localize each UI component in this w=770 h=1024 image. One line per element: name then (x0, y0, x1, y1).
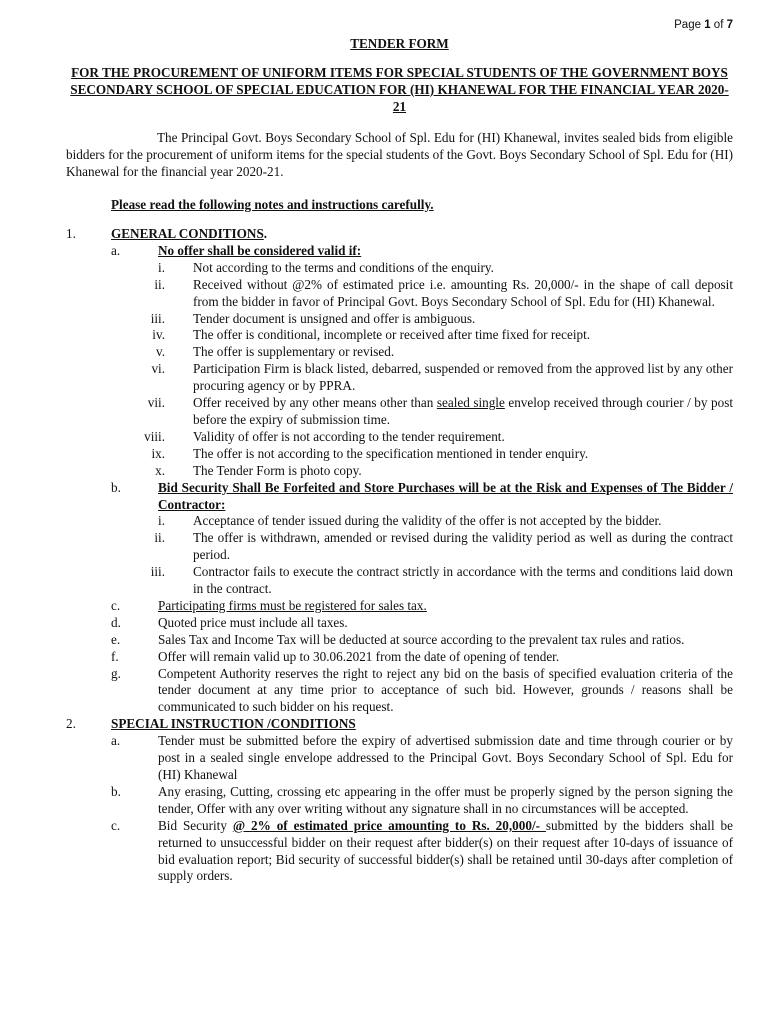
section-number: 1. (66, 226, 76, 242)
list-item: iv. The offer is conditional, incomplete or received after time fixed for receipt. (152, 327, 591, 343)
clause-label: b. (111, 479, 121, 495)
notes-heading: Please read the following notes and instructions carefully. (111, 197, 434, 213)
list-item: i. Not according to the terms and conditions of the enquiry. (158, 259, 494, 275)
page-of: of (713, 19, 724, 31)
list-item: v. The offer is supplementary or revised. (155, 344, 395, 360)
clause-1c: c. Participating firms must be registered for sales tax. (111, 597, 427, 613)
list-item: iii. Tender document is unsigned and offer is ambiguous. (150, 310, 476, 326)
document-title: TENDER FORM (350, 36, 449, 51)
clause-1a (66, 243, 733, 260)
clause-1b (66, 480, 733, 514)
list-item: ii. Received without @2% of estimated price i.e. amounting Rs. 20,000/- in the shape of call deposit from the bidder in favor of Principal Govt. Boys Secondary School of Spl. Edu for (HI) Khanewal. (154, 276, 733, 309)
clause-1g: g. Competent Authority reserves the right to reject any bid on the basis of specified evaluation criteria of the tender document at any time prior to acceptance of such bid. However, grounds / reasons shall be communicated to such bidder on his request. (111, 665, 733, 715)
list-item: viii. Validity of offer is not according to the tender requirement. (144, 428, 505, 444)
list-item: ii. The offer is withdrawn, amended or revised during the validity period as well as during the contract period. (154, 530, 733, 563)
clause-heading: Bid Security Shall Be Forfeited and Store Purchases will be at the Risk and Expenses of The Bidder / Contractor: (158, 479, 733, 512)
page-current: 1 (704, 19, 711, 31)
clause-2b: b. Any erasing, Cutting, crossing etc appearing in the offer must be properly signed by the person signing the tender, Offer with any over writing without any signature shall in no circumstances will be accepted. (111, 783, 733, 816)
document-subtitle: FOR THE PROCUREMENT OF UNIFORM ITEMS FOR SPECIAL STUDENTS OF THE GOVERNMENT BOYS SECONDARY SCHOOL OF SPECIAL EDUCATION FOR (HI) KHANEWAL FOR THE FINANCIAL YEAR 2020-21 (70, 65, 729, 114)
list-item: iii. Contractor fails to execute the contract strictly in accordance with the terms and conditions laid down in the contract. (150, 564, 733, 597)
section-general-conditions (66, 226, 733, 243)
clause-label: a. (111, 242, 121, 258)
page-number (674, 18, 733, 32)
list-item: ix. The offer is not according to the specification mentioned in tender enquiry. (151, 445, 589, 461)
section-title: GENERAL CONDITIONS. (111, 226, 268, 242)
list-item: i. Acceptance of tender issued during the validity of the offer is not accepted by the bidder. (158, 513, 662, 529)
clause-1e: e. Sales Tax and Income Tax will be deducted at source according to the prevalent tax rules and ratios. (111, 631, 685, 647)
section-number: 2. (66, 716, 76, 732)
section-special-instructions (66, 716, 733, 733)
list-item: vii. Offer received by any other means other than sealed single envelop received through courier / by post before the expiry of submission time. (147, 395, 733, 427)
page-label: Page (674, 19, 701, 31)
page-total: 7 (726, 19, 733, 31)
section-title: SPECIAL INSTRUCTION /CONDITIONS (111, 716, 356, 732)
intro-paragraph: The Principal Govt. Boys Secondary School of Spl. Edu for (HI) Khanewal, invites sealed bids from eligible bidders for the procurement of uniform items for the special students of the Govt. Boys Secondary School of Spl. Edu for (HI) Khanewal for the financial year 2020-21. (66, 130, 733, 180)
clause-heading: No offer shall be considered valid if: (158, 242, 362, 258)
clause-2a: a. Tender must be submitted before the expiry of advertised submission date and time through courier or by post in a sealed single envelope addressed to the Principal Govt. Boys Secondary School of Spl. Edu for (HI) Khanewal (111, 733, 733, 783)
list-item: vi. Participation Firm is black listed, debarred, suspended or removed from the approved list by any other procuring agency or by PPRA. (151, 361, 733, 394)
document-body (66, 35, 733, 885)
clause-1d: d. Quoted price must include all taxes. (111, 614, 348, 630)
list-item: x. The Tender Form is photo copy. (155, 462, 362, 478)
clause-2c: c. Bid Security @ 2% of estimated price amounting to Rs. 20,000/- submitted by the bidders shall be returned to unsuccessful bidder on their request after bidder(s) on their request after 10-days of issuance of bid evaluation report; Bid security of successful bidder(s) shall be retained until 30-days after completion of supply orders. (111, 817, 733, 884)
clause-1f: f. Offer will remain valid up to 30.06.2021 from the date of opening of tender. (111, 648, 560, 664)
